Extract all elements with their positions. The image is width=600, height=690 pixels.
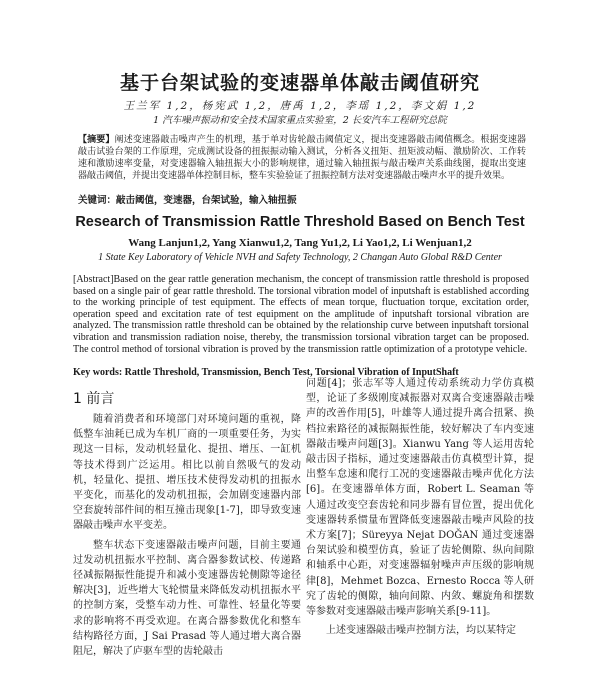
- english-abstract: [73, 274, 529, 355]
- left-column: [73, 412, 301, 659]
- chinese-affiliation: 1 汽车噪声振动和安全技术国家重点实验室，2 长安汽车工程研究总院: [153, 115, 447, 126]
- left-column-paragraph: 随着消费者和环境部门对环境问题的重视，降低整车油耗已成为车机厂商的一项重要任务，为实现这一目标，发动机轻量化、提扭、增压、一缸机等技术得到广泛运用。相比以前自然吸气的发动机，轻量化、提扭、增压技术使得发动机的扭振水平变化，而基化的发动机扭振，会加剧变速器内部空套旋转部件间的相互撞击现象[1-7]，即导致变速器敲击噪声水平变差。: [73, 414, 301, 532]
- right-column: [306, 376, 534, 638]
- chinese-keywords: 关键词：敲击阈值，变速器，台架试验，输入轴扭振: [78, 195, 297, 206]
- left-column-paragraph: 整车状态下变速器敲击噪声问题，目前主要通过发动机扭振水平控制、离合器参数试校、传递路径减振隔振性能提升和减小变速器齿轮侧隙等途径解决[3]，近些增大飞轮惯量来降低发动机扭振水平的控制方案，受整车动力性、可靠性、轻量化等要求的影响将不再受欢迎。在离合器参数优化和整车结构路径方面，J Sai Prasad 等人通过增大离合器阻尼，解决了庐驱车型的齿轮敲击: [73, 539, 301, 658]
- chinese-abstract-label: 【摘要】: [78, 135, 115, 145]
- chinese-authors: 王兰军 1,2，杨宪武 1,2，唐禹 1,2，李瑶 1,2，李文娟 1,2: [123, 100, 477, 112]
- english-abstract-label: [Abstract]: [73, 274, 114, 285]
- english-title: Research of Transmission Rattle Threshold Based on Bench Test: [75, 214, 525, 230]
- chinese-title: 基于台架试验的变速器单体敲击阈值研究: [119, 72, 480, 94]
- right-column-paragraph: 问题[4]；张志军等人通过传动系统动力学仿真模型，论证了多级刚度减振器对双离合变速器敲击噪声的改善作用[5]，叶雄等人通过提升离合扭紧、换档拉索路径的减振隔振性能，较好解决了车内变速器敲击噪声问题[3]。Xianwu Yang 等人运用齿轮敲击因子指标，通过变速器敲击仿真模型计算，提出整车怠速和爬行工况的变速器敲击噪声优化方法[6]。在变速器单体方面，Robert L. Seaman 等人通过改变空套齿轮和同步器有冒位置，提出优化变速器转系惯量布置降低变速器敲击噪声风险的技术方案[7]；Süreyya Nejat DOĞAN 通过变速器台架试验和模型仿真，验证了齿轮侧隙、纵向间隙和轴系中心距，对变速器辐射噪声声压级的影响规律[8]，Mehmet Bozca、Ernesto Rocca 等人研究了齿轮的侧隙，轴向间隙、内敛、螺旋角和摆数等参数对变速器敲击噪声影响关系[9-11]。: [306, 378, 534, 618]
- chinese-abstract: [78, 134, 526, 182]
- chinese-abstract-text: 阐述变速器敲击噪声产生的机理，基于单对齿轮敲击阈值定义，提出变速器敲击阈值概念。根据变速器敲击试验台架的工作原理，完成测试设备的扭振振动输入测试，分析各义扭矩、扭矩波动幅、激励阶次、工作转速和激励速率变量，对变速器输入轴扭振大小的影响规律，通过输入轴扭振与敲击噪声关系曲线图，提取出变速器敲击阈值，并提出变速器单体控制目标，整车实验验证了扭振控制方法对变速器敲击噪声水平的提升效果。: [78, 135, 526, 181]
- english-keywords: Key words: Rattle Threshold, Transmission, Bench Test, Torsional Vibration of InputShaft: [73, 367, 459, 378]
- english-affiliation: 1 State Key Laboratory of Vehicle NVH and Safety Technology, 2 Changan Auto Global R&D Center: [98, 252, 502, 263]
- section-heading-introduction: 1 前言: [73, 391, 115, 407]
- english-abstract-text: Based on the gear rattle generation mechanism, the concept of transmission rattle threshold is proposed based on a single pair of gear rattle threshold. The torsional vibration model of inputshaft is established according to the working principle of test equipment. The effects of mean torque, fluctuation torque, excitation order, operation speed and excitation rate of test equipment on the amplitude of inputshaft torsional vibration are analyzed. The transmission rattle threshold can be obtained by the relationship curve between inputshaft torsional vibration and transmission radiation noise, thereby, the transmission torsional vibration target can be proposed. The control method of torsional vibration is proved by the transmission rattle optimization of a prototype vehicle.: [73, 274, 529, 355]
- english-authors: Wang Lanjun1,2, Yang Xianwu1,2, Tang Yu1,2, Li Yao1,2, Li Wenjuan1,2: [128, 237, 472, 249]
- right-column-paragraph: 上述变速器敲击噪声控制方法，均以某特定: [326, 625, 516, 637]
